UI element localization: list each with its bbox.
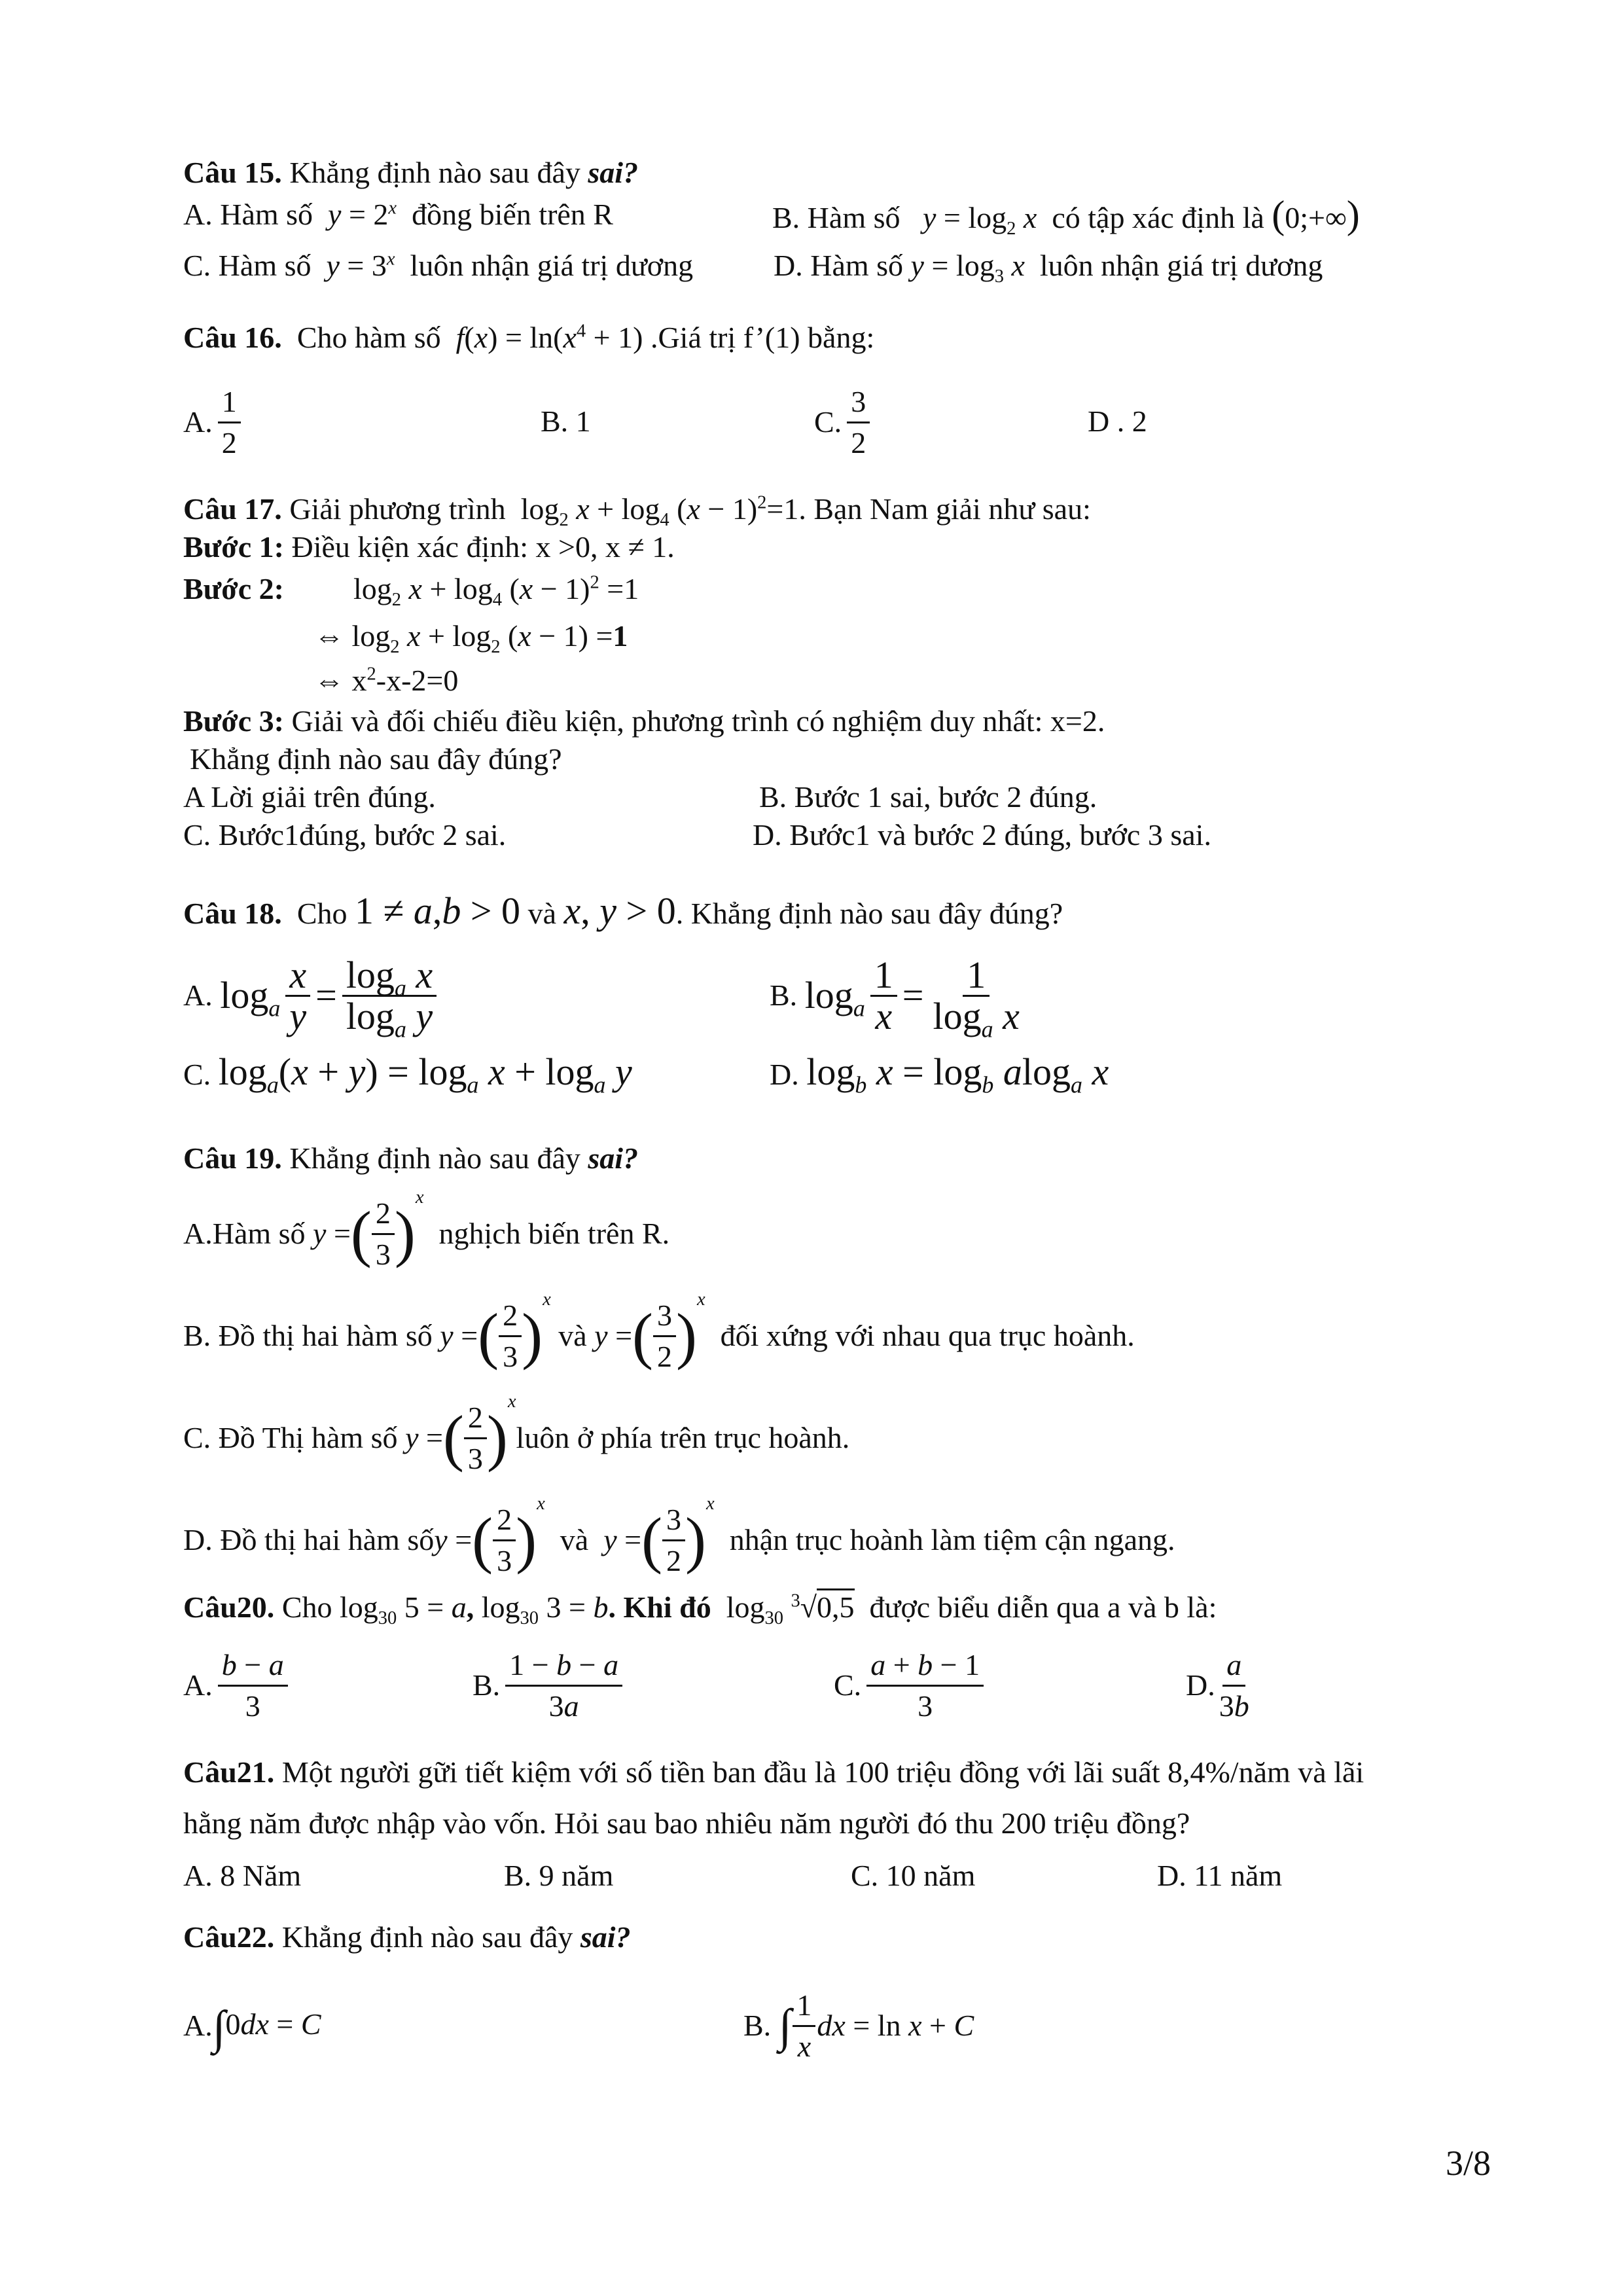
q17-step2-line3: ⇔ $x^2-x-2=0$ (314, 664, 459, 697)
q20-option-b: B. $\frac{1 - b - a}{3a}$ (473, 1643, 628, 1728)
q16-header: Câu 16. Cho hàm số $f(x) = \ln(x^4 + 1)$ .Giá trị f’(1) bằng: (183, 321, 875, 354)
q15-emph: sai? (588, 156, 639, 189)
q15-header (183, 154, 638, 191)
q17-header: Câu 17. Giải phương trình $\log_2 x + \log_4 (x - 1)^2=1$. Bạn Nam giải như sau: (183, 492, 1091, 531)
q15-option-d: D. Hàm số $y = \log_3 x$ luôn nhận giá trị dương (774, 249, 1323, 287)
q18-header: Câu 18. Cho 1 ≠ a,b > 0 và x, y > 0. Khẳng định nào sau đây đúng? (183, 889, 1063, 932)
q18-option-c: C. $\log_a(x + y) = \log_a x + \log_a y$ (183, 1050, 632, 1098)
q17-option-c: C. Bước1đúng, bước 2 sai. (183, 818, 507, 852)
q15-prompt: Khẳng định nào sau đây (289, 156, 580, 189)
q18-option-b: B. $\log_a$ $\frac{1}{x}$ = $\frac{1}{\log_a x}$ (770, 953, 1020, 1043)
q15-label: Câu 15. (183, 156, 282, 189)
q19-header: Câu 19. Khẳng định nào sau đây sai? (183, 1141, 639, 1175)
q17-step2: Bước 2: (183, 572, 284, 605)
q18-label: Câu 18. (183, 897, 282, 930)
q17-option-a: A Lời giải trên đúng. (183, 780, 436, 814)
q17-step2-line2: ⇔ $\log_2 x + \log_2 (x - 1) =1$ (314, 619, 628, 658)
q17-question: Khẳng định nào sau đây đúng? (190, 742, 562, 776)
q15-b-formula: $y = \log_2 x$ (923, 201, 1037, 240)
q21-line2: hằng năm được nhập vào vốn. Hỏi sau bao nhiêu năm người đó thu 200 triệu đồng? (183, 1806, 1190, 1840)
q22-header: Câu22. Khẳng định nào sau đây sai? (183, 1920, 631, 1954)
q15-option-a: A. Hàm số $y = 2^x$ đồng biến trên R (183, 198, 613, 231)
q19-option-a: A.Hàm số y = ( $\frac{2}{3}$ ) x nghịch biến trên R. (183, 1187, 670, 1271)
q15-option-b: B. Hàm số $y = \log_2 x$ có tập xác định là (0;+∞) (772, 193, 1360, 240)
q21-option-c: C. 10 năm (851, 1859, 976, 1892)
q17-equation: $\log_2 x + \log_4 (x - 1)^2$ (520, 492, 767, 531)
q19-label: Câu 19. (183, 1141, 282, 1175)
q20-header: Câu20. Cho $\log_{30} 5 = a$, $\log_{30} 3 = b$. Khi đó $\log_{30} ^3√0,5$ được biểu diễn qua a và b là: (183, 1589, 1217, 1626)
q17-option-b: B. Bước 1 sai, bước 2 đúng. (759, 780, 1097, 814)
q16-option-c: C. $\frac{3}{2}$ (814, 380, 875, 465)
q22-option-a: A. ∫0dx = C (183, 2001, 321, 2054)
q16-formula: $f(x) = \ln(x^4 + 1)$ (455, 321, 643, 354)
q16-option-d: D . 2 (1088, 404, 1147, 438)
q15-b-interval: (0;+∞) (1272, 193, 1360, 236)
q21-option-d: D. 11 năm (1157, 1859, 1283, 1892)
q21-option-a: A. 8 Năm (183, 1859, 302, 1892)
q17-step2-line1: $\log_2 x + \log_4 (x - 1)^2 =1$ (353, 572, 639, 611)
q17-option-d: D. Bước1 và bước 2 đúng, bước 3 sai. (753, 818, 1211, 852)
q15-a-formula: $y = 2^x$ (328, 198, 397, 231)
q19-option-b: B. Đồ thị hai hàm số y = ( $\frac{2}{3}$ ) x và y = ( $\frac{3}{2}$ ) x đối xứng với nhau qua trục hoành. (183, 1289, 1135, 1373)
q15-d-formula: $y = \log_3 x$ (910, 249, 1025, 287)
q19-option-d: D. Đồ thị hai hàm số y = ( $\frac{2}{3}$ ) x và y = ( $\frac{3}{2}$ ) x nhận trục hoành làm tiệm cận ngang. (183, 1494, 1175, 1577)
page-number: 3/8 (1445, 2144, 1491, 2183)
q15-c-formula: $y = 3^x$ (326, 249, 395, 282)
q15-option-c: C. Hàm số $y = 3^x$ luôn nhận giá trị dương (183, 249, 694, 282)
q18-option-a: A. $\log_a$ $\frac{x}{y}$ = $\frac{\log_a x}{\log_a y}$ (183, 946, 442, 1045)
q21-line1: Câu21. Một người gữi tiết kiệm với số tiền ban đầu là 100 triệu đồng với lãi suất 8,4%/năm và lãi (183, 1755, 1364, 1789)
q21-option-b: B. 9 năm (504, 1859, 614, 1892)
q16-label: Câu 16. (183, 321, 282, 354)
q20-label: Câu20. (183, 1590, 275, 1624)
q19-option-c: C. Đồ Thị hàm số y = ( $\frac{2}{3}$ ) x luôn ở phía trên trục hoành. (183, 1391, 850, 1475)
q18-option-d: D. $\log_b x = \log_b alog_a$ x (770, 1050, 1109, 1098)
q20-option-c: C. $\frac{a + b - 1}{3}$ (834, 1643, 989, 1728)
q17-step3: Bước 3: Giải và đối chiếu điều kiện, phương trình có nghiệm duy nhất: x=2. (183, 704, 1105, 738)
q21-label: Câu21. (183, 1755, 275, 1789)
q22-option-b: B. ∫ $\frac{1}{x}$ dx = ln x + C (743, 1970, 974, 2081)
q22-label: Câu22. (183, 1920, 275, 1954)
q17-step1: Bước 1: Điều kiện xác định: x >0, x ≠ 1. (183, 530, 675, 564)
q20-option-a: A. $\frac{b - a}{3}$ (183, 1643, 293, 1728)
q16-option-a: A. $\frac{1}{2}$ (183, 380, 246, 465)
q20-option-d: D. $\frac{a}{3b}$ (1186, 1643, 1258, 1728)
q16-option-b: B. 1 (541, 404, 591, 438)
q17-label: Câu 17. (183, 492, 282, 526)
